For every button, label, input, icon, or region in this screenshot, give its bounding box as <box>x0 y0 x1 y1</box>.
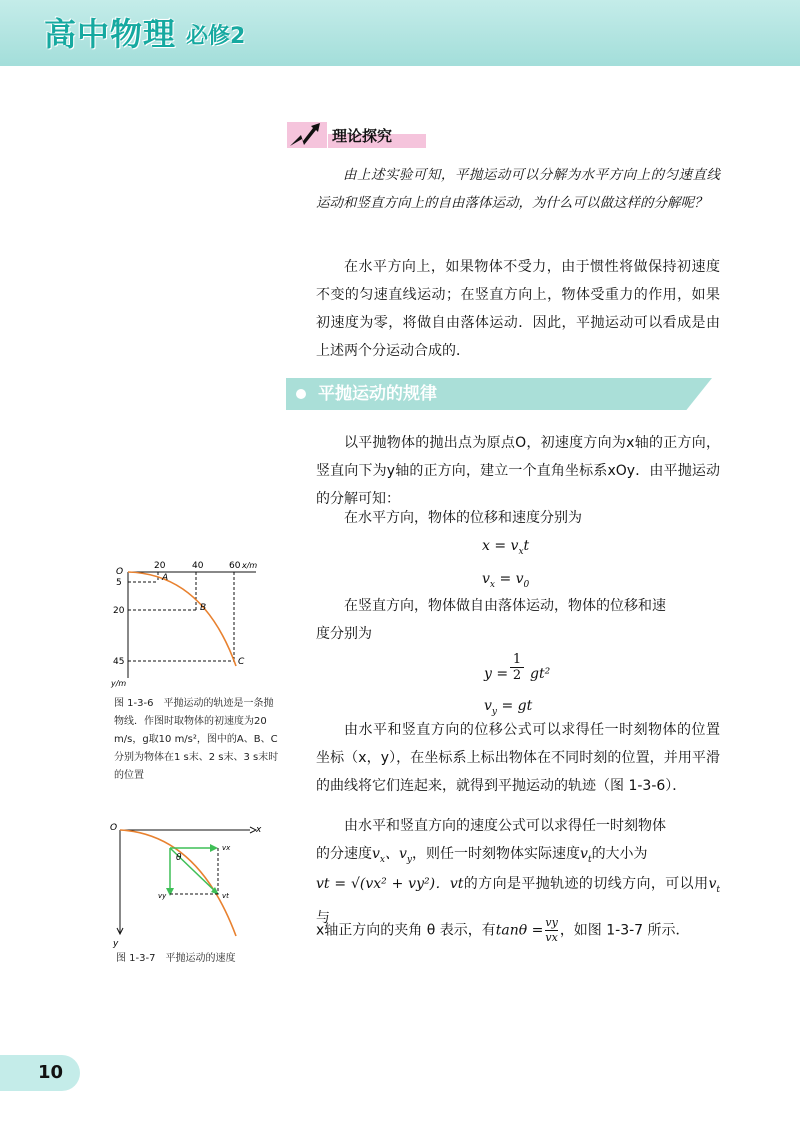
equation-vx: $v_x = v_0$ <box>482 571 530 590</box>
paragraph-coordinate-system: 以平抛物体的抛出点为原点O，初速度方向为x轴的正方向，竖直向下为y轴的正方向，建立一个直角坐标系xOy．由平抛运动的分解可知： <box>316 435 720 507</box>
paragraph-velocity-4: x轴正方向的夹角 θ 表示，有tanθ = $\frac{vy}{vx}$ ，如图 1-3-7 所示． <box>316 916 690 944</box>
fig2-vt-label: vt <box>222 892 229 900</box>
fig1-point-c: C <box>238 657 245 667</box>
page-number: 10 <box>38 1062 64 1083</box>
paragraph-velocity-3: vt = √(vx² + vy²)．vt的方向是平抛轨迹的切线方向，可以用$v_t$与 <box>316 876 721 926</box>
paragraph-velocity-2: 的分速度$v_x$、$v_y$，则任一时刻物体实际速度$v_t$的大小为 <box>316 846 648 865</box>
fig2-ylabel: y <box>113 939 119 949</box>
equation-y-fraction: $\frac{1}{2}$ <box>510 652 524 683</box>
page-header <box>0 0 800 66</box>
section-title-rules: 平抛运动的规律 <box>318 384 437 404</box>
equation-x: $x = v_xt$ <box>482 538 530 557</box>
bullet-dot <box>296 389 306 399</box>
figure1-caption: 图 1-3-6 平抛运动的轨迹是一条抛物线．作图时取物体的初速度为20 m/s，g取10 m/s²，图中的A、B、C分别为物体在1 s末、2 s末、3 s末时的位置 <box>114 698 279 781</box>
fig1-ytick-20: 20 <box>113 606 125 616</box>
section-title-theory: 理论探究 <box>332 127 393 145</box>
book-title: 高中物理 <box>44 15 177 53</box>
fig2-vx-label: vx <box>222 844 231 852</box>
paragraph-horizontal: 在水平方向，物体的位移和速度分别为 <box>344 510 582 526</box>
fig1-ytick-45: 45 <box>113 657 125 667</box>
fig1-xtick-40: 40 <box>192 561 204 571</box>
fig2-theta: θ <box>176 853 182 863</box>
fig1-xtick-20: 20 <box>154 561 166 571</box>
equation-y-rhs: gt² <box>530 666 551 682</box>
lightning-icon <box>287 118 327 150</box>
fig1-xtick-60: 60 <box>229 561 241 571</box>
paragraph-vertical-2: 度分别为 <box>316 626 372 642</box>
paragraph-velocity-1: 由水平和竖直方向的速度公式可以求得任一时刻物体 <box>344 818 666 834</box>
question-paragraph: 由上述实验可知，平抛运动可以分解为水平方向上的匀速直线运动和竖直方向上的自由落体运动，为什么可以做这样的分解呢？ <box>316 167 720 211</box>
fig1-ylabel: y/m <box>111 679 127 688</box>
fig1-ytick-5: 5 <box>116 578 122 588</box>
paragraph-trajectory: 由水平和竖直方向的位移公式可以求得任一时刻物体的位置坐标（x，y），在坐标系上标出物体在不同时刻的位置，并用平滑的曲线将它们连起来，就得到平抛运动的轨迹（图 1-3-6）． <box>316 722 720 794</box>
fig2-xlabel: x <box>256 825 262 835</box>
figure2-caption: 图 1-3-7 平抛运动的速度 <box>116 953 236 964</box>
page-number-tab <box>0 1055 80 1091</box>
paragraph-vertical-1: 在竖直方向，物体做自由落体运动，物体的位移和速 <box>344 598 666 614</box>
fig1-point-a: A <box>162 573 169 583</box>
book-subtitle: 必修2 <box>186 24 246 49</box>
fig2-origin: O <box>110 823 118 833</box>
answer-paragraph: 在水平方向上，如果物体不受力，由于惯性将做保持初速度不变的匀速直线运动；在竖直方向上，物体受重力的作用，如果初速度为零，将做自由落体运动．因此，平抛运动可以看成是由上述两个分运动合成的． <box>316 259 720 359</box>
equation-vy: $v_y$ = gt <box>484 698 533 717</box>
fig1-point-b: B <box>200 603 207 613</box>
equation-y-lhs: y = <box>484 666 509 682</box>
trajectory-figure <box>108 558 268 692</box>
fig2-vy-label: vy <box>158 892 167 900</box>
fig1-origin: O <box>116 567 124 577</box>
velocity-figure <box>108 818 276 950</box>
fig1-xlabel: x/m <box>242 561 258 570</box>
